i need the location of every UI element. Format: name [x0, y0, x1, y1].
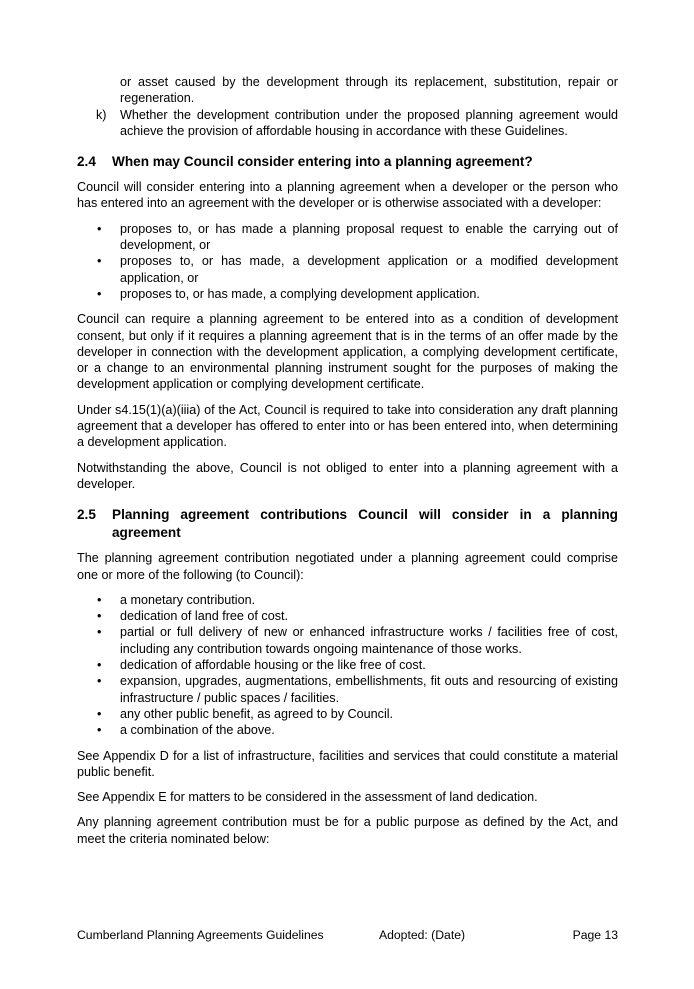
paragraph: Under s4.15(1)(a)(iiia) of the Act, Council is required to take into consideration any draft planning agreement that a developer has offered to enter into or has been entered into, when determining a development application. — [77, 402, 618, 450]
bullet-icon: • — [97, 658, 102, 673]
list-item: • proposes to, or has made, a complying development application. — [77, 286, 618, 302]
bullet-icon: • — [97, 609, 102, 624]
list-item: • expansion, upgrades, augmentations, embellishments, fit outs and resourcing of existing infrastructure / public spaces / facilities. — [77, 673, 618, 706]
bullet-icon: • — [97, 592, 102, 607]
bullet-list-2-5 — [77, 592, 618, 739]
list-item: • partial or full delivery of new or enhanced infrastructure works / facilities free of cost, including any contribution towards ongoing maintenance of those works. — [77, 624, 618, 657]
paragraph: Any planning agreement contribution must be for a public purpose as defined by the Act, and meet the criteria nominated below: — [77, 815, 618, 846]
list-item-k — [77, 107, 618, 140]
bullet-icon: • — [97, 286, 102, 301]
paragraph: Notwithstanding the above, Council is not obliged to enter into a planning agreement with a developer. — [77, 460, 618, 491]
section-number: 2.5 — [77, 507, 96, 523]
paragraph: See Appendix D for a list of infrastructure, facilities and services that could constitute a material public benefit. — [77, 748, 618, 779]
list-label: k) — [96, 107, 107, 122]
list-item: • proposes to, or has made a planning proposal request to enable the carrying out of development, or — [77, 221, 618, 254]
paragraph: See Appendix E for matters to be considered in the assessment of land dedication. — [77, 790, 538, 805]
list-item: • dedication of affordable housing or the like free of cost. — [77, 657, 618, 673]
bullet-icon: • — [97, 625, 102, 640]
list-item: • a combination of the above. — [77, 722, 618, 738]
section-number: 2.4 — [77, 154, 96, 170]
bullet-icon: • — [97, 706, 102, 721]
paragraph: The planning agreement contribution negotiated under a planning agreement could comprise one or more of the following (to Council): — [77, 551, 618, 582]
footer-adopted-date: Adopted: (Date) — [379, 928, 466, 942]
section-heading-2-5 — [77, 506, 618, 542]
list-item: • dedication of land free of cost. — [77, 608, 618, 624]
footer-page-number: Page 13 — [572, 928, 618, 942]
paragraph: Council will consider entering into a planning agreement when a developer or the person who has entered into an agreement with the developer or is otherwise associated with a developer: — [77, 180, 618, 211]
section-title: When may Council consider entering into a planning agreement? — [112, 154, 533, 170]
list-item: • proposes to, or has made, a development application or a modified development application, or — [77, 253, 618, 286]
continuation-text: or asset caused by the development through its replacement, substitution, repair or regeneration. — [120, 75, 618, 106]
bullet-icon: • — [97, 254, 102, 269]
document-body — [77, 74, 618, 847]
bullet-icon: • — [97, 723, 102, 738]
bullet-icon: • — [97, 221, 102, 236]
footer-document-title: Cumberland Planning Agreements Guidelines — [77, 928, 324, 942]
bullet-icon: • — [97, 674, 102, 689]
list-item: • a monetary contribution. — [77, 592, 618, 608]
section-title: Planning agreement contributions Council will consider in a planning agreement — [112, 507, 618, 541]
list-text: Whether the development contribution under the proposed planning agreement would achieve the provision of affordable housing in accordance with these Guidelines. — [120, 107, 618, 138]
bullet-list-2-4 — [77, 221, 618, 302]
list-item: • any other public benefit, as agreed to by Council. — [77, 706, 618, 722]
paragraph: Council can require a planning agreement to be entered into as a condition of development consent, but only if it requires a planning agreement that is in the terms of an offer made by the developer in connection with the development application, a complying development certificate, or a change to an environmental planning instrument sought for the purposes of making the development application or complying development certificate. — [77, 312, 618, 392]
section-heading-2-4 — [77, 153, 618, 171]
page-footer — [77, 927, 618, 943]
